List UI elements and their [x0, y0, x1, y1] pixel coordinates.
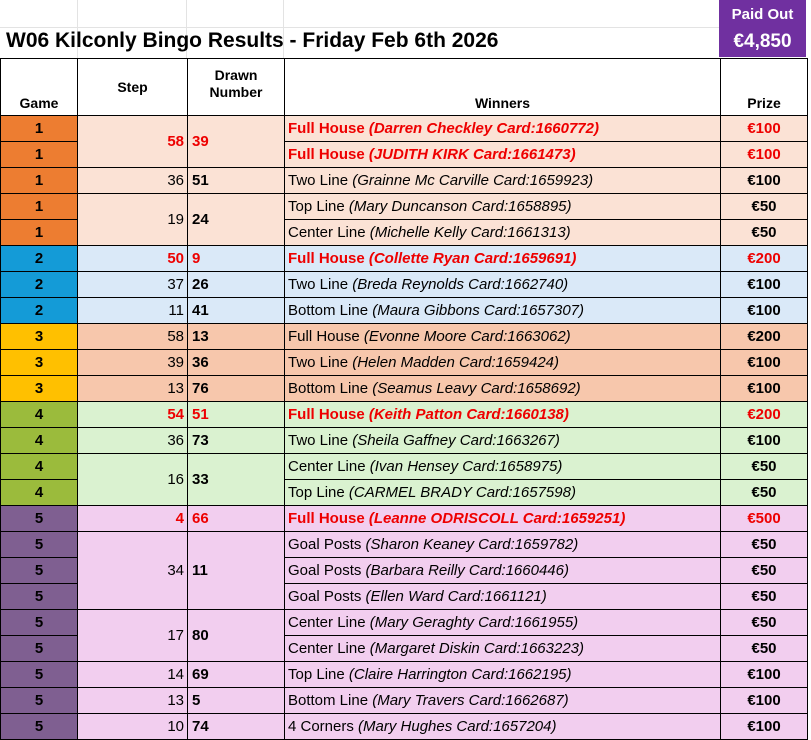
drawn-number-cell: 24: [188, 194, 285, 246]
prize-type: Full House: [288, 509, 365, 527]
table-row: [1, 116, 808, 142]
winner-name: (Ivan Hensey Card:1658975): [369, 457, 563, 475]
table-row: [1, 350, 808, 376]
step-cell: 58: [78, 324, 188, 350]
winner-cell: [285, 376, 721, 402]
game-cell: 5: [1, 558, 78, 584]
drawn-number-cell: 51: [188, 168, 285, 194]
table-row: [1, 506, 808, 532]
table-row: [1, 402, 808, 428]
winner-name: (Maura Gibbons Card:1657307): [372, 301, 585, 319]
prize-cell: €50: [721, 532, 808, 558]
table-row: [1, 662, 808, 688]
drawn-number-cell: 5: [188, 688, 285, 714]
winner-cell: [285, 220, 721, 246]
column-header-step: Step: [78, 59, 188, 116]
table-row: [1, 298, 808, 324]
table-row: [1, 428, 808, 454]
step-cell: 13: [78, 376, 188, 402]
winner-cell: [285, 636, 721, 662]
game-cell: 5: [1, 714, 78, 740]
drawn-number-cell: 74: [188, 714, 285, 740]
winner-name: (Claire Harrington Card:1662195): [348, 665, 572, 683]
prize-type: Center Line: [288, 613, 366, 631]
prize-cell: €100: [721, 272, 808, 298]
winner-cell: [285, 584, 721, 610]
winner-name: (Breda Reynolds Card:1662740): [352, 275, 569, 293]
prize-cell: €50: [721, 636, 808, 662]
table-row: [1, 376, 808, 402]
prize-type: Full House: [288, 119, 365, 137]
prize-type: Center Line: [288, 223, 366, 241]
step-cell: 13: [78, 688, 188, 714]
step-cell: 34: [78, 532, 188, 610]
step-cell: 39: [78, 350, 188, 376]
drawn-number-cell: 51: [188, 402, 285, 428]
drawn-number-cell: 66: [188, 506, 285, 532]
prize-type: Two Line: [288, 171, 349, 189]
game-cell: 5: [1, 636, 78, 662]
game-cell: 2: [1, 246, 78, 272]
drawn-number-cell: 26: [188, 272, 285, 298]
winner-name: (Mary Geraghty Card:1661955): [369, 613, 579, 631]
drawn-number-cell: 13: [188, 324, 285, 350]
prize-cell: €100: [721, 168, 808, 194]
prize-cell: €200: [721, 324, 808, 350]
winner-cell: [285, 272, 721, 298]
prize-type: Full House: [288, 405, 365, 423]
paid-out-box: [719, 0, 806, 57]
winner-cell: [285, 402, 721, 428]
results-table: [0, 58, 808, 740]
game-cell: 1: [1, 194, 78, 220]
game-cell: 5: [1, 506, 78, 532]
prize-cell: €50: [721, 584, 808, 610]
game-cell: 2: [1, 298, 78, 324]
drawn-number-cell: 11: [188, 532, 285, 610]
game-cell: 1: [1, 142, 78, 168]
winner-name: (Darren Checkley Card:1660772): [368, 119, 599, 137]
winner-cell: [285, 662, 721, 688]
step-cell: 4: [78, 506, 188, 532]
game-cell: 4: [1, 428, 78, 454]
prize-type: Goal Posts: [288, 587, 362, 605]
winner-cell: [285, 194, 721, 220]
winner-cell: [285, 168, 721, 194]
game-cell: 5: [1, 688, 78, 714]
winner-name: (Sharon Keaney Card:1659782): [365, 535, 579, 553]
drawn-number-cell: 33: [188, 454, 285, 506]
prize-cell: €50: [721, 194, 808, 220]
prize-cell: €200: [721, 246, 808, 272]
drawn-number-cell: 80: [188, 610, 285, 662]
table-row: [1, 714, 808, 740]
winner-name: (Seamus Leavy Card:1658692): [372, 379, 581, 397]
game-cell: 5: [1, 532, 78, 558]
prize-type: Top Line: [288, 665, 345, 683]
prize-cell: €100: [721, 298, 808, 324]
prize-type: Goal Posts: [288, 535, 362, 553]
winner-name: (CARMEL BRADY Card:1657598): [348, 483, 576, 501]
gridline: [0, 27, 719, 28]
winner-cell: [285, 480, 721, 506]
page-title: W06 Kilconly Bingo Results - Friday Feb 6th 2026: [6, 29, 499, 52]
game-cell: 1: [1, 116, 78, 142]
winner-name: (Collette Ryan Card:1659691): [368, 249, 577, 267]
drawn-number-cell: 69: [188, 662, 285, 688]
prize-cell: €50: [721, 610, 808, 636]
prize-type: Bottom Line: [288, 379, 369, 397]
prize-cell: €200: [721, 402, 808, 428]
winner-name: (JUDITH KIRK Card:1661473): [368, 145, 576, 163]
prize-cell: €100: [721, 428, 808, 454]
winner-cell: [285, 298, 721, 324]
prize-cell: €100: [721, 688, 808, 714]
drawn-number-cell: 9: [188, 246, 285, 272]
prize-cell: €100: [721, 662, 808, 688]
prize-cell: €50: [721, 480, 808, 506]
winner-cell: [285, 116, 721, 142]
game-cell: 5: [1, 610, 78, 636]
step-cell: 58: [78, 116, 188, 168]
drawn-number-cell: 39: [188, 116, 285, 168]
winner-cell: [285, 428, 721, 454]
prize-type: Center Line: [288, 457, 366, 475]
game-cell: 4: [1, 402, 78, 428]
drawn-number-cell: 73: [188, 428, 285, 454]
winner-cell: [285, 532, 721, 558]
winner-name: (Mary Hughes Card:1657204): [358, 717, 557, 735]
prize-type: Center Line: [288, 639, 366, 657]
paid-out-label: Paid Out: [731, 6, 794, 23]
step-cell: 36: [78, 168, 188, 194]
paid-out-value: €4,850: [733, 31, 792, 52]
winner-name: (Mary Travers Card:1662687): [372, 691, 569, 709]
table-row: [1, 168, 808, 194]
prize-type: Two Line: [288, 431, 349, 449]
prize-type: Two Line: [288, 275, 349, 293]
winner-cell: [285, 688, 721, 714]
table-row: [1, 324, 808, 350]
prize-type: Goal Posts: [288, 561, 362, 579]
game-cell: 3: [1, 376, 78, 402]
winner-name: (Helen Madden Card:1659424): [352, 353, 560, 371]
winner-cell: [285, 610, 721, 636]
prize-cell: €100: [721, 116, 808, 142]
table-row: [1, 532, 808, 558]
winner-name: (Grainne Mc Carville Card:1659923): [352, 171, 594, 189]
step-cell: 11: [78, 298, 188, 324]
prize-type: Full House: [288, 327, 360, 345]
winner-cell: [285, 324, 721, 350]
winner-name: (Barbara Reilly Card:1660446): [365, 561, 569, 579]
drawn-number-cell: 41: [188, 298, 285, 324]
prize-type: Top Line: [288, 197, 345, 215]
winner-cell: [285, 714, 721, 740]
winner-name: (Margaret Diskin Card:1663223): [369, 639, 584, 657]
winner-cell: [285, 506, 721, 532]
winner-cell: [285, 454, 721, 480]
step-cell: 50: [78, 246, 188, 272]
prize-type: Bottom Line: [288, 691, 369, 709]
winner-name: (Keith Patton Card:1660138): [368, 405, 569, 423]
winner-cell: [285, 142, 721, 168]
results-body: [1, 116, 808, 740]
prize-type: Bottom Line: [288, 301, 369, 319]
step-cell: 10: [78, 714, 188, 740]
winner-name: (Mary Duncanson Card:1658895): [348, 197, 572, 215]
game-cell: 3: [1, 324, 78, 350]
winner-name: (Michelle Kelly Card:1661313): [369, 223, 571, 241]
game-cell: 3: [1, 350, 78, 376]
prize-type: Two Line: [288, 353, 349, 371]
prize-cell: €100: [721, 714, 808, 740]
drawn-number-cell: 36: [188, 350, 285, 376]
step-cell: 14: [78, 662, 188, 688]
prize-type: Full House: [288, 249, 365, 267]
winner-cell: [285, 246, 721, 272]
step-cell: 54: [78, 402, 188, 428]
game-cell: 4: [1, 454, 78, 480]
prize-cell: €100: [721, 376, 808, 402]
table-row: [1, 454, 808, 480]
column-header-winners: Winners: [285, 59, 721, 116]
header-row: [1, 59, 808, 116]
prize-type: 4 Corners: [288, 717, 354, 735]
prize-cell: €50: [721, 454, 808, 480]
game-cell: 1: [1, 220, 78, 246]
prize-cell: €100: [721, 142, 808, 168]
prize-cell: €100: [721, 350, 808, 376]
game-cell: 5: [1, 584, 78, 610]
column-header-game: Game: [1, 59, 78, 116]
winner-name: (Leanne ODRISCOLL Card:1659251): [368, 509, 626, 527]
game-cell: 1: [1, 168, 78, 194]
step-cell: 37: [78, 272, 188, 298]
step-cell: 17: [78, 610, 188, 662]
winner-name: (Evonne Moore Card:1663062): [363, 327, 571, 345]
title-row: [0, 0, 811, 60]
drawn-number-cell: 76: [188, 376, 285, 402]
step-cell: 16: [78, 454, 188, 506]
winner-cell: [285, 350, 721, 376]
game-cell: 4: [1, 480, 78, 506]
column-header-prize: Prize: [721, 59, 808, 116]
table-row: [1, 688, 808, 714]
prize-type: Full House: [288, 145, 365, 163]
prize-type: Top Line: [288, 483, 345, 501]
prize-cell: €50: [721, 558, 808, 584]
table-row: [1, 272, 808, 298]
winner-name: (Ellen Ward Card:1661121): [365, 587, 547, 605]
step-cell: 19: [78, 194, 188, 246]
game-cell: 2: [1, 272, 78, 298]
table-row: [1, 610, 808, 636]
table-row: [1, 194, 808, 220]
game-cell: 5: [1, 662, 78, 688]
step-cell: 36: [78, 428, 188, 454]
table-row: [1, 246, 808, 272]
winner-cell: [285, 558, 721, 584]
prize-cell: €50: [721, 220, 808, 246]
prize-cell: €500: [721, 506, 808, 532]
winner-name: (Sheila Gaffney Card:1663267): [352, 431, 560, 449]
column-header-drawn-number: Drawn Number: [188, 59, 285, 116]
